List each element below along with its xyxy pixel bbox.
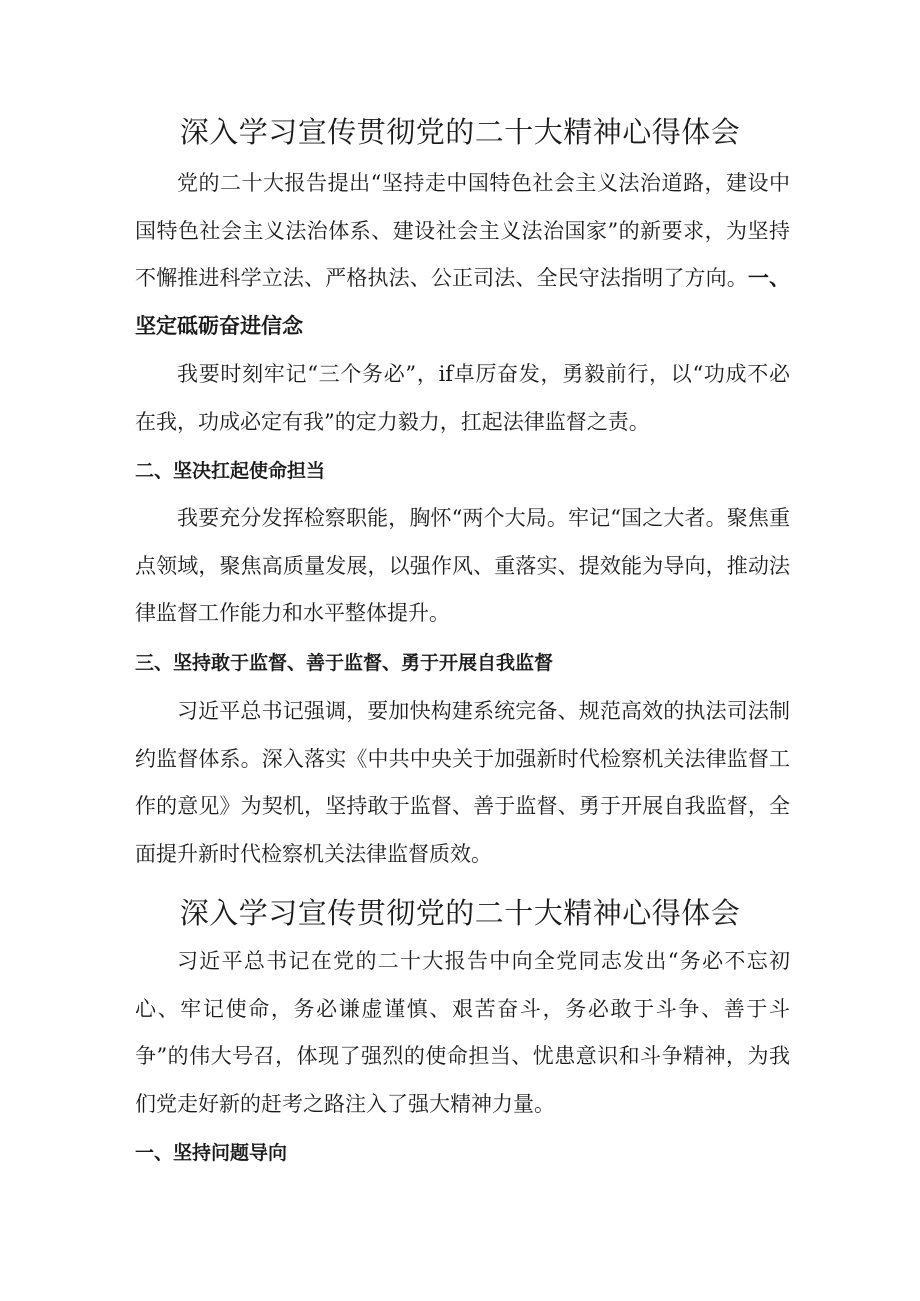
article-1-section-2-body: 我要充分发挥检察职能，胸怀“两个大局。牢记“国之大者。聚焦重点领域，聚焦高质量发展，以强作风、重落实、提效能为导向，推动法律监督工作能力和水平整体提升。 bbox=[135, 506, 790, 625]
article-2-section-1-heading: 一、坚持问题导向 bbox=[135, 1142, 288, 1164]
article-1-section-2-heading: 二、坚决扛起使命担当 bbox=[135, 460, 326, 482]
article-1-intro-text: 党的二十大报告提出“坚持走中国特色社会主义法治道路，建设中国特色社会主义法治体系、建设社会主义法治国家”的新要求，为坚持不懈推进科学立法、严格执法、公正司法、全民守法指明了方向。 bbox=[135, 171, 790, 290]
article-2-title: 深入学习宣传贯彻党的二十大精神心得体会 bbox=[179, 896, 741, 930]
article-1-section-3-heading: 三、坚持敢于监督、善于监督、勇于开展自我监督 bbox=[135, 652, 554, 674]
article-1-intro-paragraph bbox=[135, 160, 790, 350]
article-1-section-3-body: 习近平总书记强调，要加快构建系统完备、规范高效的执法司法制约监督体系。深入落实《中共中央关于加强新时代检察机关法律监督工作的意见》为契机，坚持敢于监督、善于监督、勇于开展自我监督，全面提升新时代检察机关法律监督质效。 bbox=[135, 699, 790, 866]
article-1-title: 深入学习宣传贯彻党的二十大精神心得体会 bbox=[179, 115, 741, 149]
article-2-intro-paragraph: 习近平总书记在党的二十大报告中向全党同志发出“务必不忘初心、牢记使命，务必谦虚谨慎、艰苦奋斗，务必敢于斗争、善于斗争”的伟大号召，体现了强烈的使命担当、忧患意识和斗争精神，为我们党走好新的赶考之路注入了强大精神力量。 bbox=[135, 949, 790, 1116]
article-1-section-1-heading: 一、坚定砥砺奋进信念 bbox=[135, 266, 791, 338]
article-1-section-1-body: 我要时刻牢记“三个务必”，if卓厉奋发，勇毅前行，以“功成不必在我，功成必定有我”的定力毅力，扛起法律监督之责。 bbox=[135, 362, 790, 434]
